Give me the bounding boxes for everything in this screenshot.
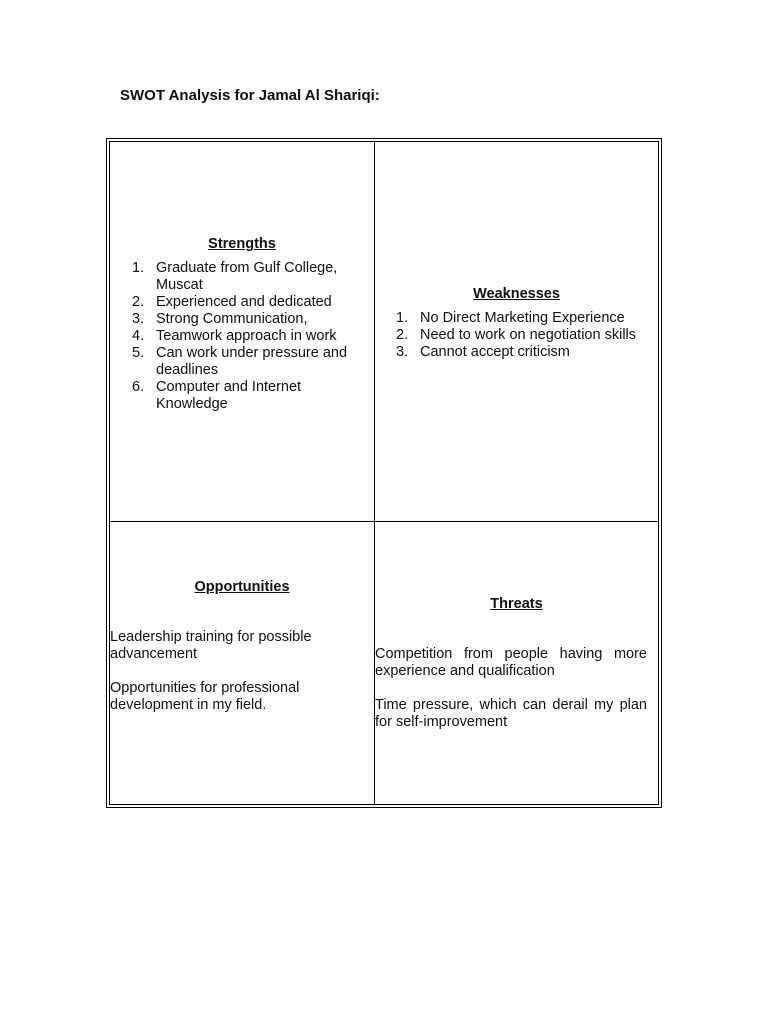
threats-paragraph: Time pressure, which can derail my plan for self-improvement [375,697,647,730]
list-item: 3. Cannot accept criticism [396,344,570,360]
opportunities-cell [110,522,375,804]
list-item: 1. No Direct Marketing Experience [396,310,625,326]
list-item: 3. Strong Communication, [132,311,308,327]
swot-grid [109,141,659,805]
threats-paragraph: Competition from people having more experience and qualification [375,646,647,679]
list-item: 4. Teamwork approach in work [132,328,337,344]
opportunities-paragraph: Leadership training for possible advancement [110,629,312,662]
strengths-list [132,260,362,413]
weaknesses-cell [375,142,658,522]
threats-cell [375,522,658,804]
document-title: SWOT Analysis for Jamal Al Shariqi: [120,87,380,104]
threats-heading: Threats [490,596,543,612]
list-item: 5. Can work under pressure and deadlines [132,345,348,378]
list-item: 1. Graduate from Gulf College, Muscat [132,260,338,293]
weaknesses-list [396,310,647,361]
list-item: 2. Need to work on negotiation skills [396,327,637,343]
strengths-cell [110,142,375,522]
swot-table [106,138,662,808]
list-item: 6. Computer and Internet Knowledge [132,379,302,412]
weaknesses-heading: Weaknesses [473,286,560,302]
list-item: 2. Experienced and dedicated [132,294,332,310]
opportunities-paragraph: Opportunities for professional development in my field. [110,680,300,713]
strengths-heading: Strengths [208,236,276,252]
opportunities-heading: Opportunities [194,579,290,595]
